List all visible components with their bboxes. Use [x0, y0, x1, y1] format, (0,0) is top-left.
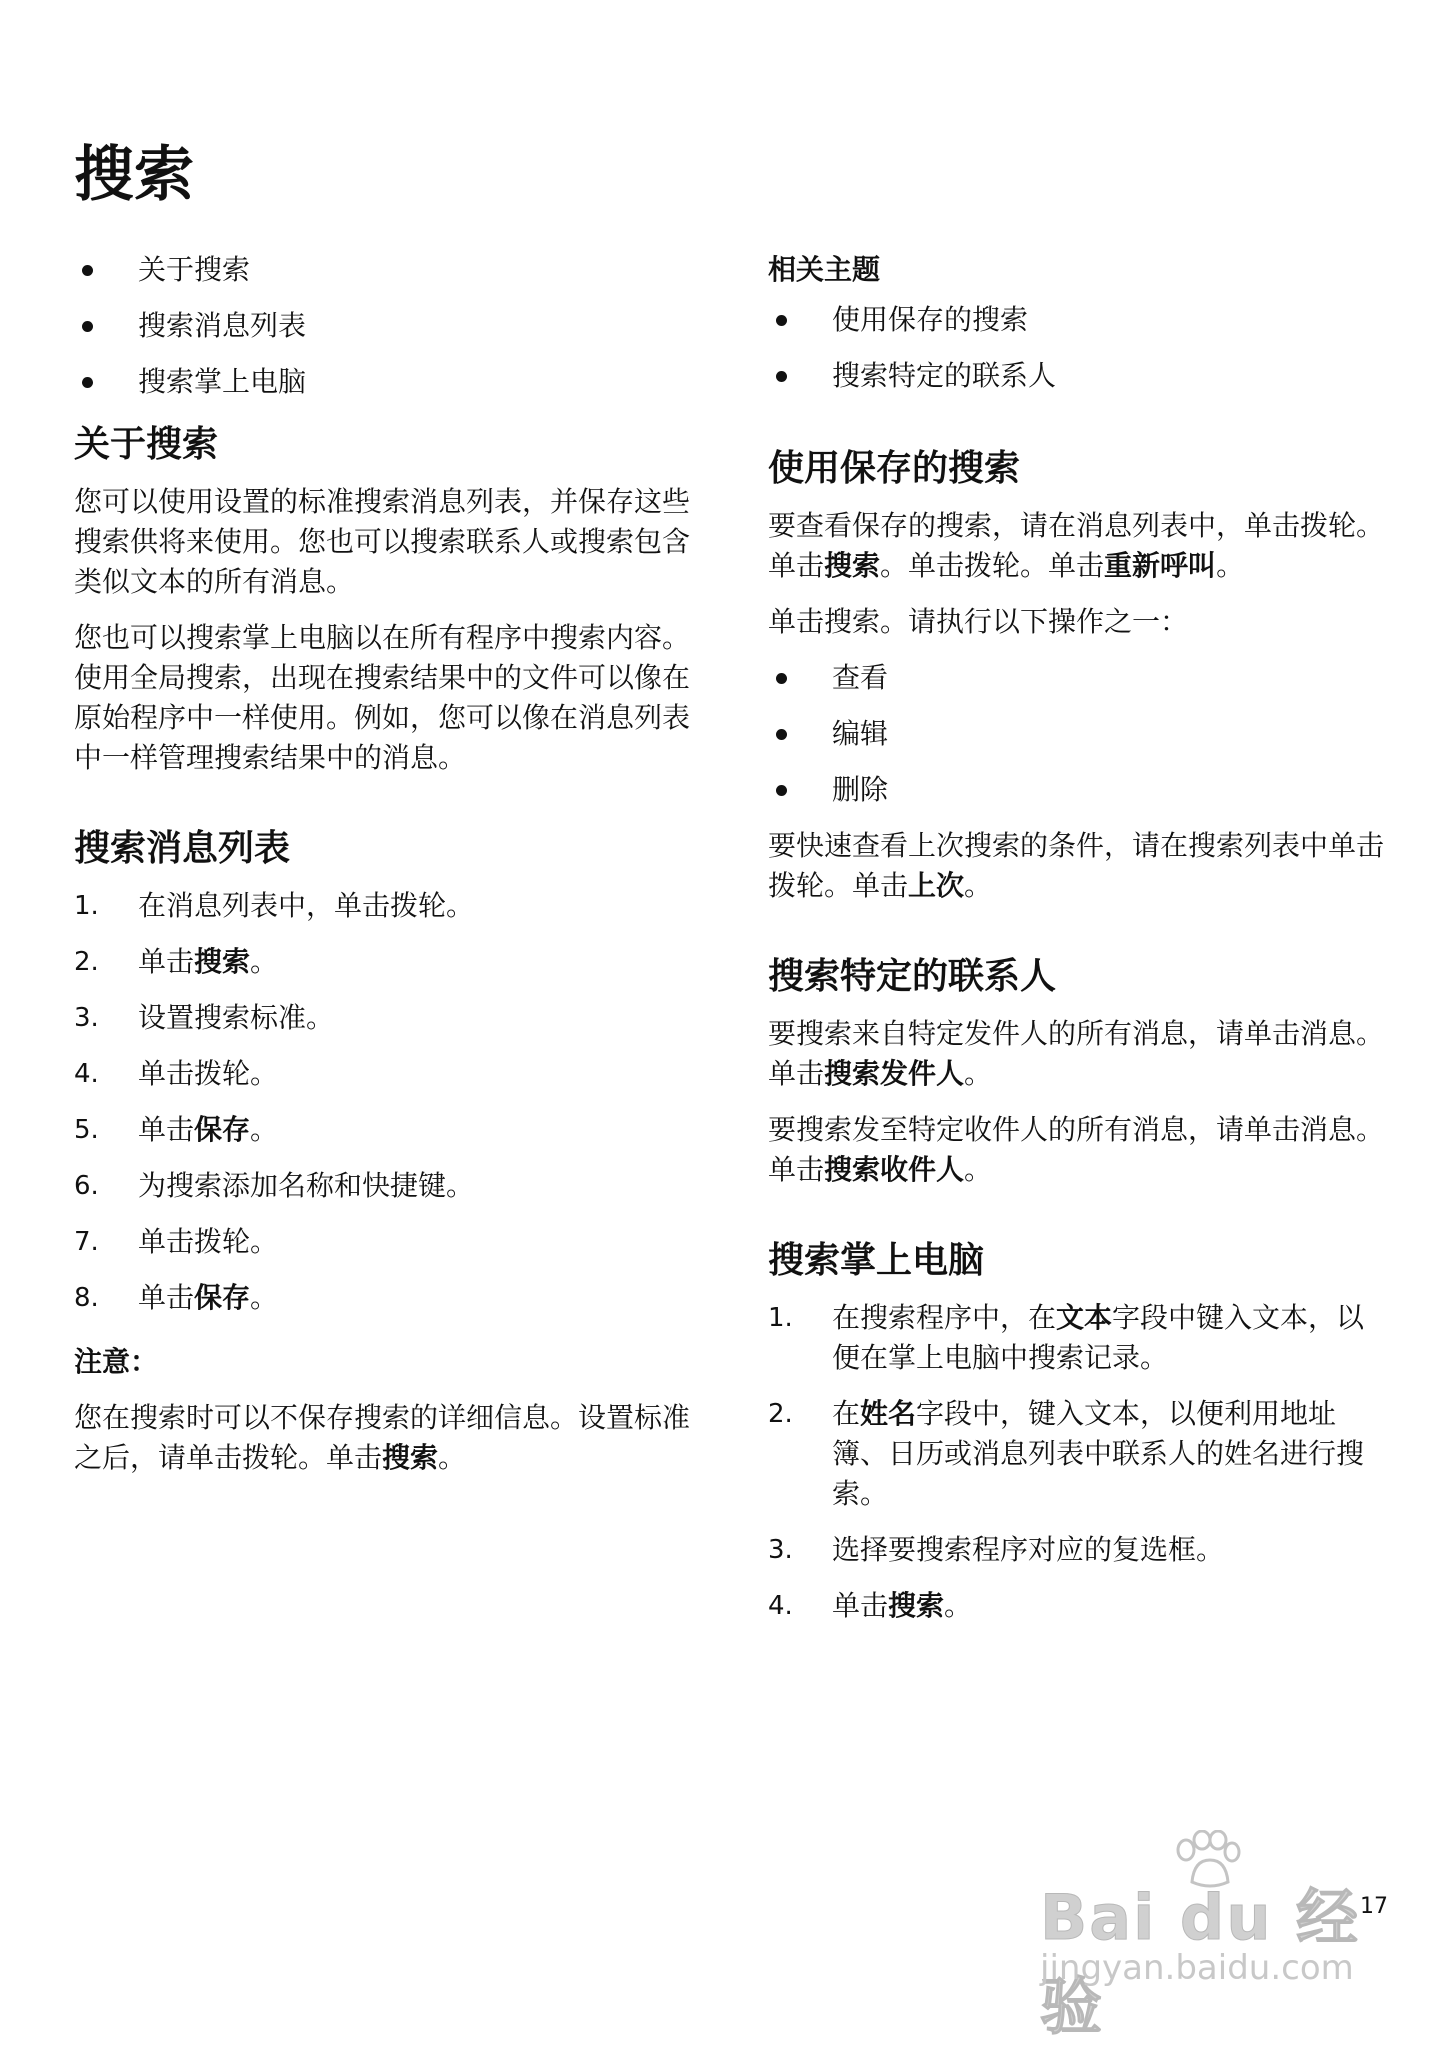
about-paragraph-2: 您也可以搜索掌上电脑以在所有程序中搜索内容。使用全局搜索，出现在搜索结果中的文件可以像在原始程序中一样使用。例如，您可以像在消息列表中一样管理搜索结果中的消息。	[74, 621, 691, 774]
toc-list	[74, 250, 694, 402]
toc-item-search-list[interactable]: 搜索消息列表	[74, 306, 694, 346]
page-number: 17	[1360, 1894, 1388, 1919]
saved-search-heading: 使用保存的搜索	[768, 448, 1021, 489]
contact-search-heading: 搜索特定的联系人	[768, 956, 1057, 997]
related-topics-heading: 相关主题	[768, 253, 881, 286]
device-search-heading: 搜索掌上电脑	[768, 1240, 985, 1281]
step-item: 5. 单击保存。	[74, 1113, 279, 1146]
op-edit: 编辑	[768, 714, 1388, 754]
toc-item-search-device[interactable]: 搜索掌上电脑	[74, 362, 694, 402]
step-item: 6. 为搜索添加名称和快捷键。	[74, 1169, 475, 1202]
related-topic-saved-search[interactable]: 使用保存的搜索	[768, 300, 1388, 340]
saved-search-paragraph-1: 要查看保存的搜索，请在消息列表中，单击拨轮。单击搜索。单击拨轮。单击重新呼叫。	[768, 509, 1385, 582]
baidu-watermark	[1040, 1830, 1370, 2043]
step-item: 8. 单击保存。	[74, 1281, 279, 1314]
search-list-heading: 搜索消息列表	[74, 828, 291, 869]
right-column	[768, 250, 1388, 1642]
step-item: 4. 单击搜索。	[768, 1589, 973, 1622]
page-title: 搜索	[74, 140, 194, 210]
contact-search-paragraph-2: 要搜索发至特定收件人的所有消息，请单击消息。单击搜索收件人。	[768, 1113, 1385, 1186]
device-search-steps	[768, 1298, 1388, 1626]
saved-search-ops	[768, 658, 1388, 810]
saved-search-paragraph-2: 单击搜索。请执行以下操作之一：	[768, 605, 1189, 638]
note-text: 您在搜索时可以不保存搜索的详细信息。设置标准之后，请单击拨轮。单击搜索。	[74, 1401, 691, 1474]
step-item: 4. 单击拨轮。	[74, 1057, 279, 1090]
about-paragraph-1: 您可以使用设置的标准搜索消息列表，并保存这些搜索供将来使用。您也可以搜索联系人或搜索包含类似文本的所有消息。	[74, 485, 691, 598]
watermark-brand: Bai du 经验	[1040, 1881, 1361, 2043]
step-item: 3. 选择要搜索程序对应的复选框。	[768, 1533, 1225, 1566]
step-item: 3. 设置搜索标准。	[74, 1001, 335, 1034]
related-topics-list	[768, 300, 1388, 396]
step-item: 2. 单击搜索。	[74, 945, 279, 978]
saved-search-paragraph-3: 要快速查看上次搜索的条件，请在搜索列表中单击拨轮。单击上次。	[768, 829, 1385, 902]
search-list-steps	[74, 886, 694, 1318]
left-column	[74, 250, 694, 1494]
op-view: 查看	[768, 658, 1388, 698]
op-delete: 删除	[768, 770, 1388, 810]
toc-item-about[interactable]: 关于搜索	[74, 250, 694, 290]
related-topic-contact-search[interactable]: 搜索特定的联系人	[768, 356, 1388, 396]
step-item: 2. 在姓名字段中，键入文本，以便利用地址簿、日历或消息列表中联系人的姓名进行搜索。	[768, 1397, 1365, 1510]
note-label: 注意：	[74, 1345, 159, 1378]
watermark-url: jingyan.baidu.com	[1040, 1948, 1354, 1988]
step-item: 7. 单击拨轮。	[74, 1225, 279, 1258]
step-item: 1. 在搜索程序中，在文本字段中键入文本，以便在掌上电脑中搜索记录。	[768, 1301, 1365, 1374]
step-item: 1. 在消息列表中，单击拨轮。	[74, 889, 475, 922]
contact-search-paragraph-1: 要搜索来自特定发件人的所有消息，请单击消息。单击搜索发件人。	[768, 1017, 1385, 1090]
about-heading: 关于搜索	[74, 424, 219, 465]
